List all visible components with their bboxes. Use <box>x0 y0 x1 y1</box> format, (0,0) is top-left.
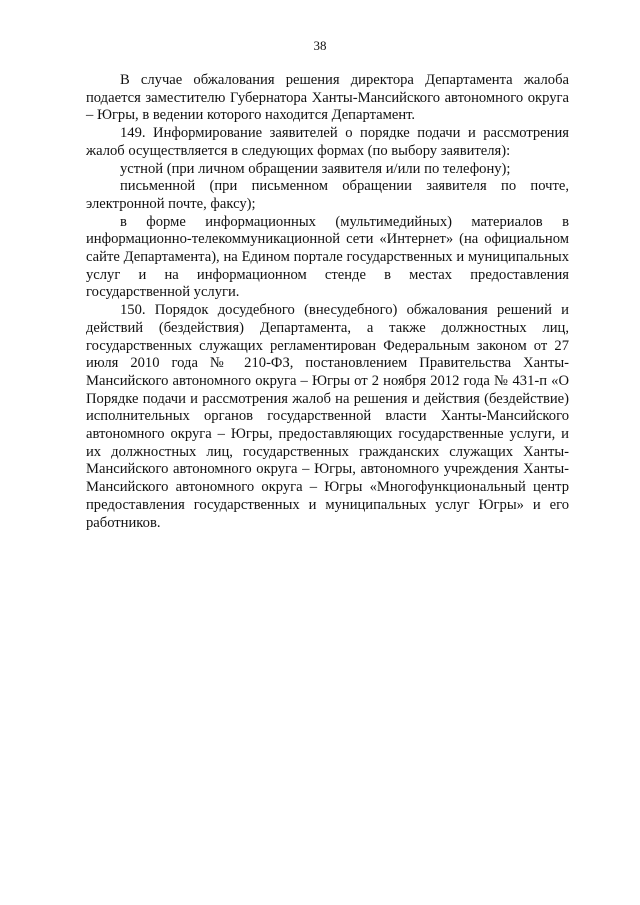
paragraph-written-form: письменной (при письменном обращении заявителя по почте, электронной почте, факсу); <box>86 178 569 212</box>
page-number: 38 <box>313 38 327 53</box>
paragraph-internet-form: в форме информационных (мультимедийных) материалов в информационно-телекоммуникационной сети «Интернет» (на официальном сайте Департамента), на Едином портале государственных и муниципальных услуг и на информационном стенде в местах предоставления государственной услуги. <box>86 213 569 301</box>
paragraph-149: 149. Информирование заявителей о порядке подачи и рассмотрения жалоб осуществляется в следующих формах (по выбору заявителя): <box>86 125 569 159</box>
paragraph-150: 150. Порядок досудебного (внесудебного) обжалования решений и действий (бездействия) Департамента, а также должностных лиц, государственных служащих регламентирован Федеральным законом от 27 июля 2010 года № 210-ФЗ, постановлением Правительства Ханты-Мансийского автономного округа – Югры от 2 ноября 2012 года № 431-п «О Порядке подачи и рассмотрения жалоб на решения и действия (бездействие) исполнительных органов государственной власти Ханты-Мансийского автономного округа – Югры, предоставляющих государственные услуги, и их должностных лиц, государственных гражданских служащих Ханты-Мансийского автономного округа – Югры, автономного учреждения Ханты-Мансийского автономного округа – Югры «Многофункциональный центр предоставления государственных и муниципальных услуг Югры» и его работников. <box>86 302 569 531</box>
paragraph-appeal-director: В случае обжалования решения директора Департамента жалоба подается заместителю Губернатора Ханты-Мансийского автономного округа – Югры, в ведении которого находится Департамент. <box>86 72 569 124</box>
document-body <box>86 72 569 532</box>
paragraph-oral-form: устной (при личном обращении заявителя и/или по телефону); <box>120 160 511 177</box>
